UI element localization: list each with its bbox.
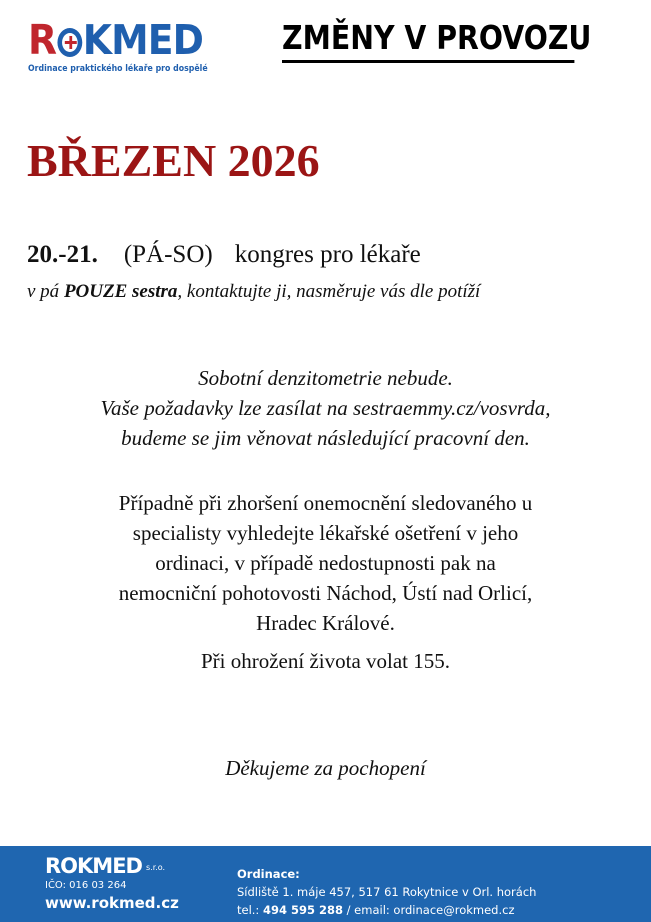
footer-sro: s.r.o. <box>145 862 166 872</box>
footer-email[interactable]: / email: ordinace@rokmed.cz <box>343 903 515 917</box>
footer-brand-name: ROKMED <box>45 854 142 878</box>
footer-phone-label: tel.: <box>237 903 263 917</box>
event-dates: 20.-21. <box>27 241 98 268</box>
thanks-text: Děkujeme za pochopení <box>225 756 426 780</box>
footer-address: Sídliště 1. máje 457, 517 61 Rokytnice v Orl. horách <box>237 885 537 899</box>
footer-heading: Ordinace: <box>237 867 300 881</box>
page-title: ZMĚNY V PROVOZU <box>282 18 574 63</box>
notice-plain-line: nemocniční pohotovosti Náchod, Ústí nad Orlicí, <box>118 581 533 605</box>
event-description: kongres pro lékaře <box>234 241 421 268</box>
month-title: BŘEZEN 2026 <box>27 135 320 186</box>
event-note-prefix: v pá <box>27 281 64 302</box>
rokmed-logo <box>28 18 208 74</box>
event-note <box>27 281 480 303</box>
logo-tagline: Ordinace praktického lékaře pro dospělé <box>28 64 208 74</box>
notice-italic-line: Vaše požadavky lze zasílat na sestraemmy.cz/vosvrda, <box>100 396 551 420</box>
event-note-suffix: , kontaktujte ji, nasměruje vás dle potíží <box>177 281 481 302</box>
footer-phone[interactable]: 494 595 288 <box>262 903 343 917</box>
footer-contact <box>237 865 536 919</box>
notice-italic-line: Sobotní denzitometrie nebude. <box>198 366 453 390</box>
logo-letter-r: R <box>28 16 57 64</box>
notice-plain-line: ordinaci, v případě nedostupnosti pak na <box>155 551 496 575</box>
notice-plain-line: Hradec Králové. <box>256 611 395 635</box>
footer <box>0 846 651 922</box>
footer-brand <box>45 854 179 878</box>
medical-cross-icon <box>57 28 82 57</box>
notice-plain-line: Případně při zhoršení onemocnění sledovaného u <box>118 491 533 515</box>
footer-brand-block <box>45 854 179 912</box>
event-line <box>27 241 421 269</box>
notice-italic <box>0 363 651 453</box>
footer-ico: IČO: 016 03 264 <box>45 880 127 891</box>
footer-website-link[interactable]: www.rokmed.cz <box>45 894 179 912</box>
notice-plain-line: specialisty vyhledejte lékařské ošetření v jeho <box>132 521 519 545</box>
event-days: (PÁ-SO) <box>123 241 213 268</box>
footer-phone-line <box>237 901 536 919</box>
emergency-notice: Při ohrožení života volat 155. <box>200 649 451 673</box>
event-note-bold: POUZE sestra <box>63 281 178 302</box>
notice-plain <box>0 488 651 638</box>
logo-wordmark <box>28 16 203 64</box>
notice-italic-line: budeme se jim věnovat následující pracovní den. <box>121 426 530 450</box>
logo-letters-kmed: KMED <box>82 16 203 64</box>
